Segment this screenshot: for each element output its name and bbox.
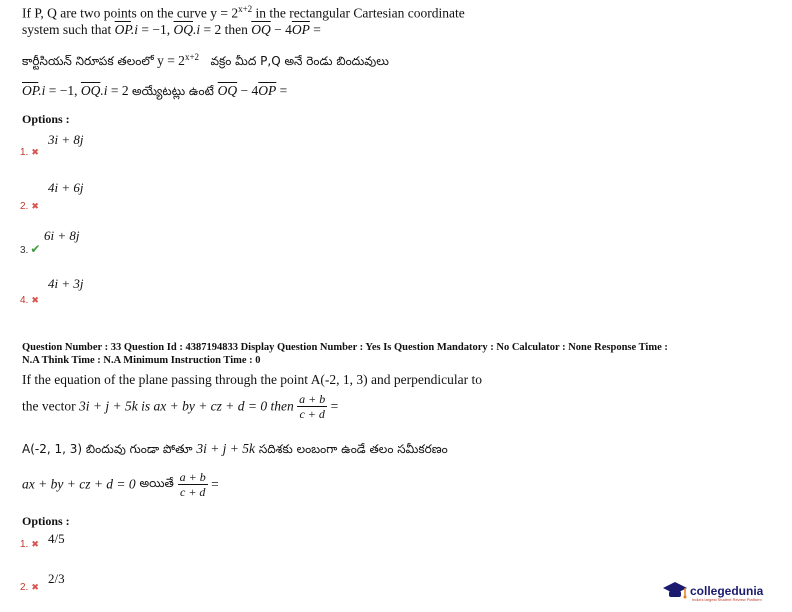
q1-option-4-marker[interactable]: 4. ✖ <box>20 295 39 306</box>
q1-telugu-line-2: $\overline{OP}.i = -1$, $\overline{OQ}.i = 2$ అయ్యేటట్లు ఉంటే $\overline{OQ} - 4\overline{OP}$ = <box>22 83 288 98</box>
q1-english-line-2: system such that $\overline{OP}.i = -1$, $\overline{OQ}.i = 2$ then $\overline{OQ} - 4\overline{OP}$ = <box>22 22 321 37</box>
wrong-icon: ✖ <box>31 540 39 550</box>
q1-option-2-marker[interactable]: 2. ✖ <box>20 201 39 212</box>
q2-telugu-line-1: A(-2, 1, 3) బిందువు గుండా పోతూ 3i + j + 5k సదిశకు లంబంగా ఉండే తలం సమీకరణం <box>22 441 448 456</box>
q2-telugu-line-2: ax + by + cz + d = 0 అయితే $\frac{a + b}{c + d}$ = <box>22 470 219 499</box>
check-icon: ✔ <box>30 242 41 256</box>
q2-option-2-text: 2/3 <box>48 571 65 586</box>
q2-option-2-marker[interactable]: 2. ✖ <box>20 582 39 593</box>
logo-tagline: India's largest Student Review Platform <box>692 597 762 602</box>
wrong-icon: ✖ <box>31 148 39 158</box>
q2-english-line-1: If the equation of the plane passing through the point A(-2, 1, 3) and perpendicular to <box>22 372 483 387</box>
q1-option-4-text: 4i + 3j <box>48 276 84 291</box>
q2-meta-line-1: Question Number : 33 Question Id : 4387194833 Display Question Number : Yes Is Question Mandatory : No Calculator : None Response Time : <box>22 342 668 353</box>
q1-option-1-marker[interactable]: 1. ✖ <box>20 147 39 158</box>
q1-telugu-line-1: కార్టీసియన్ నిరూపక తలంలో $y = 2^{x+2}$ వక్రం మీద P,Q అనే రెండు బిందువులు <box>22 52 389 68</box>
q1-option-2-text: 4i + 6j <box>48 180 84 195</box>
q1-option-3-text: 6i + 8j <box>44 228 80 243</box>
wrong-icon: ✖ <box>31 202 39 212</box>
logo-name: collegedunia <box>690 584 764 598</box>
wrong-icon: ✖ <box>31 583 39 593</box>
q2-options-label: Options : <box>22 514 70 528</box>
q1-options-label: Options : <box>22 112 70 126</box>
q2-meta-line-2: N.A Think Time : N.A Minimum Instruction Time : 0 <box>22 355 261 366</box>
q1-option-1-text: 3i + 8j <box>48 132 84 147</box>
graduation-cap-icon <box>662 580 688 602</box>
q2-english-line-2: the vector 3i + j + 5k is ax + by + cz + d = 0 then $\frac{a + b}{c + d}$ = <box>22 392 339 421</box>
q2-option-1-marker[interactable]: 1. ✖ <box>20 539 39 550</box>
collegedunia-logo <box>662 580 763 602</box>
q2-option-1-text: 4/5 <box>48 531 65 546</box>
wrong-icon: ✖ <box>31 296 39 306</box>
q1-option-3-marker[interactable]: 3. ✔ <box>20 242 41 256</box>
q1-english-line-1: If P, Q are two points on the curve $y = 2^{x+2}$ in the rectangular Cartesian coordinate <box>22 4 465 21</box>
